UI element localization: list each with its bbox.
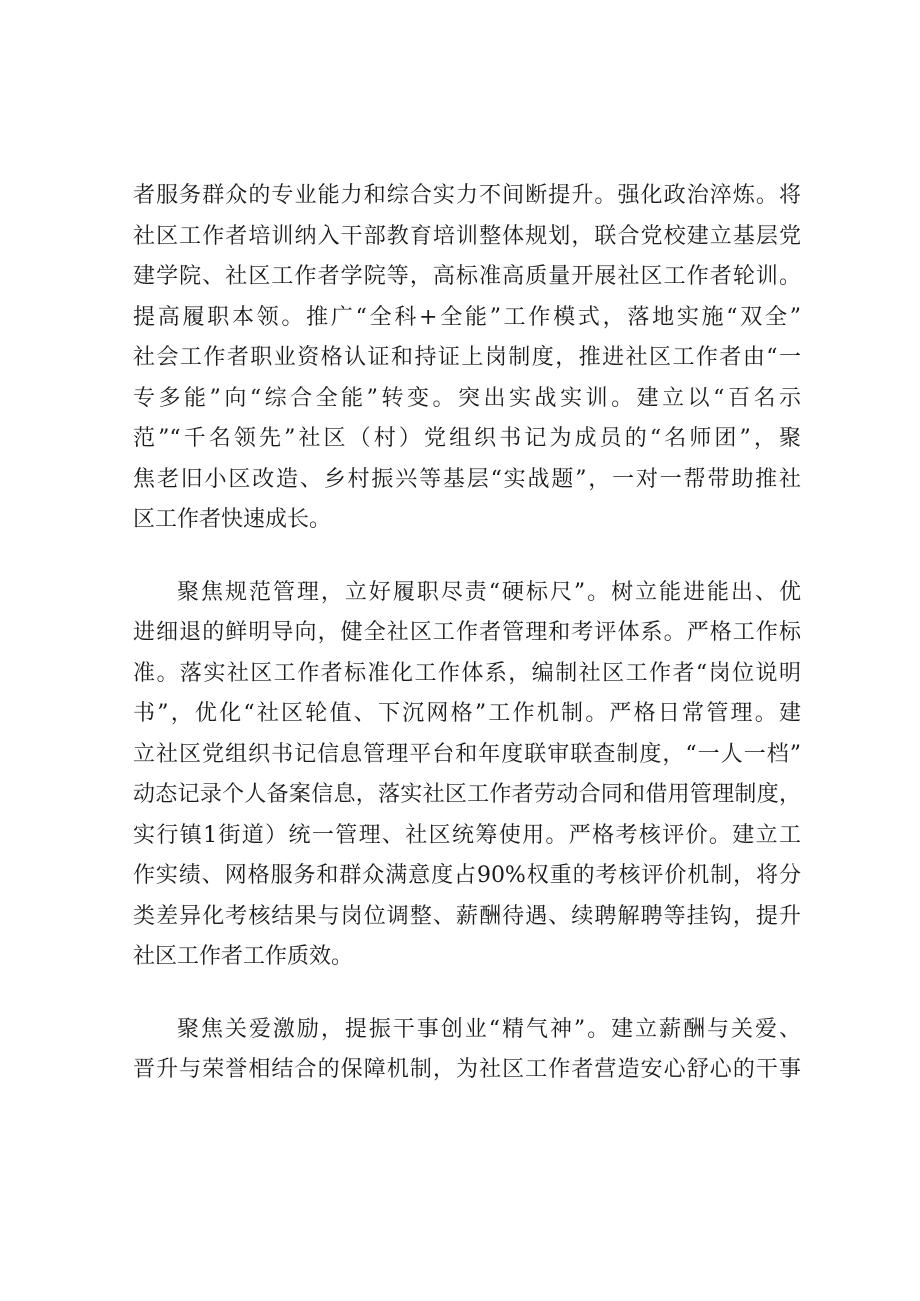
text-line: 建学院、社区工作者学院等，高标准高质量开展社区工作者轮训。: [133, 264, 801, 289]
text-line: 聚焦关爱激励，提振干事创业“精气神”。建立薪酬与关爱、: [177, 1016, 801, 1042]
text-line: 立社区党组织书记信息管理平台和年度联审联查制度，“一人一档”: [133, 741, 801, 767]
paragraph-1: [133, 176, 801, 541]
text-line: 类差异化考核结果与岗位调整、薪酬待遇、续聘解聘等挂钩，提升: [133, 903, 801, 929]
text-line: 书”，优化“社区轮值、下沉网格”工作机制。严格日常管理。建: [133, 701, 801, 726]
text-line: 进细退的鲜明导向，健全社区工作者管理和考评体系。严格工作标: [133, 620, 801, 645]
text-line: 社区工作者工作质效。: [133, 944, 354, 969]
text-line: 专多能”向“综合全能”转变。突出实战实训。建立以“百名示: [133, 385, 801, 411]
text-line: 晋升与荣誉相结合的保障机制，为社区工作者营造安心舒心的干事: [133, 1057, 801, 1082]
text-line: 实行镇1街道）统一管理、社区统筹使用。严格考核评价。建立工: [133, 822, 801, 848]
paragraph-spacer: [133, 541, 801, 573]
document-body: [133, 176, 801, 1091]
text-line: 提高履职本领。推广“全科+全能”工作模式，落地实施“双全”: [133, 304, 801, 330]
text-line: 焦老旧小区改造、乡村振兴等基层“实战题”，一对一帮带助推社: [133, 466, 801, 492]
paragraph-3: [133, 1010, 801, 1091]
text-line: 作实绩、网格服务和群众满意度占90%权重的考核评价机制，将分: [133, 863, 801, 888]
paragraph-spacer: [133, 978, 801, 1010]
text-line: 者服务群众的专业能力和综合实力不间断提升。强化政治淬炼。将: [133, 183, 801, 208]
text-line: 区工作者快速成长。: [133, 507, 332, 532]
paragraph-2: [133, 573, 801, 978]
text-line: 聚焦规范管理，立好履职尽责“硬标尺”。树立能进能出、优: [177, 579, 801, 605]
text-line: 准。落实社区工作者标准化工作体系，编制社区工作者“岗位说明: [133, 660, 801, 686]
text-line: 社区工作者培训纳入干部教育培训整体规划，联合党校建立基层党: [133, 223, 801, 249]
text-line: 动态记录个人备案信息，落实社区工作者劳动合同和借用管理制度，: [133, 782, 801, 807]
text-line: 范”“千名领先”社区（村）党组织书记为成员的“名师团”，聚: [133, 426, 801, 451]
text-line: 社会工作者职业资格认证和持证上岗制度，推进社区工作者由“一: [133, 345, 801, 370]
